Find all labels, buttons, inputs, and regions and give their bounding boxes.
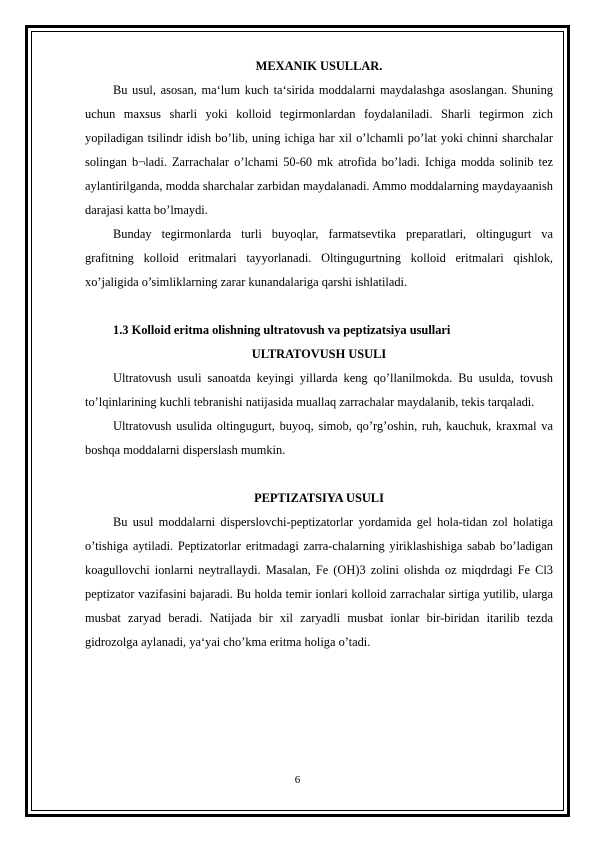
paragraph-ultratovush-1: Ultratovush usuli sanoatda keyingi yillarda keng qo’llanilmokda. Bu usulda, tovush to’lqinlarining kuchli tebranishi natijasida muallaq zarrachalar maydalanib, tekis tarqaladi. bbox=[85, 371, 553, 409]
heading-mexanik-usullar: MEXANIK USULLAR. bbox=[255, 59, 383, 73]
heading-ultratovush-usuli: ULTRATOVUSH USULI bbox=[251, 347, 387, 361]
page-number: 6 bbox=[294, 774, 301, 786]
paragraph-ultratovush-2: Ultratovush usulida oltingugurt, buyoq, simob, qo’rg’oshin, ruh, kauchuk, kraxmal va boshqa moddalarni disperslash mumkin. bbox=[85, 419, 553, 457]
document-body bbox=[85, 54, 553, 654]
paragraph-mexanik-2: Bunday tegirmonlarda turli buyoqlar, farmatsevtika preparatlari, oltingugurt va grafitning kolloid eritmalari tayyorlanadi. Oltingugurtning kolloid eritmalari qishlok, xo’jaligida o’simliklarning zarar kunandalariga qarshi ishlatiladi. bbox=[85, 227, 553, 289]
spacer bbox=[85, 294, 553, 318]
heading-peptizatsiya-usuli: PEPTIZATSIYA USULI bbox=[254, 491, 384, 505]
section-title: 1.3 Kolloid eritma olishning ultratovush va peptizatsiya usullari bbox=[113, 323, 451, 337]
paragraph-peptizatsiya: Bu usul moddalarni disperslovchi-peptizatorlar yordamida gel hola-tidan zol holatiga o’tishiga aytiladi. Peptizatorlar eritmadagi zarra-chalarning yiriklashishiga sabab bo’ladigan koagullovchi ionlarni neytrallaydi. Masalan, Fe (OH)3 zolini olishda oz miqdrdagi Fe Cl3 peptizator vazifasini bajaradi. Bu holda temir ionlari kolloid zarrachalar sirtiga yutilib, ularga musbat zaryad beradi. Natijada bir xil zaryadli musbat ionlar bir-biridan itarilib tezda gidrozolga aylanadi, ya‘yai cho’kma eritma holiga o’tadi. bbox=[85, 515, 553, 649]
spacer bbox=[85, 462, 553, 486]
paragraph-mexanik-1: Bu usul, asosan, ma‘lum kuch ta‘sirida moddalarni maydalashga asoslangan. Shuning uchun maxsus sharli yoki kolloid tegirmonlardan foydalaniladi. Sharli tegirmon zich yopiladigan tsilindr idish bo’lib, uning ichiga har xil o’lchamli po’lat yoki chinni sharchalar solingan b¬ladi. Zarrachalar o’lchami 50-60 mk atrofida bo’ladi. Ichiga modda solinib tez aylantirilganda, modda sharchalar zarbidan maydalanadi. Ammo moddalarning maydayaanish darajasi katta bo’lmaydi. bbox=[85, 83, 553, 217]
